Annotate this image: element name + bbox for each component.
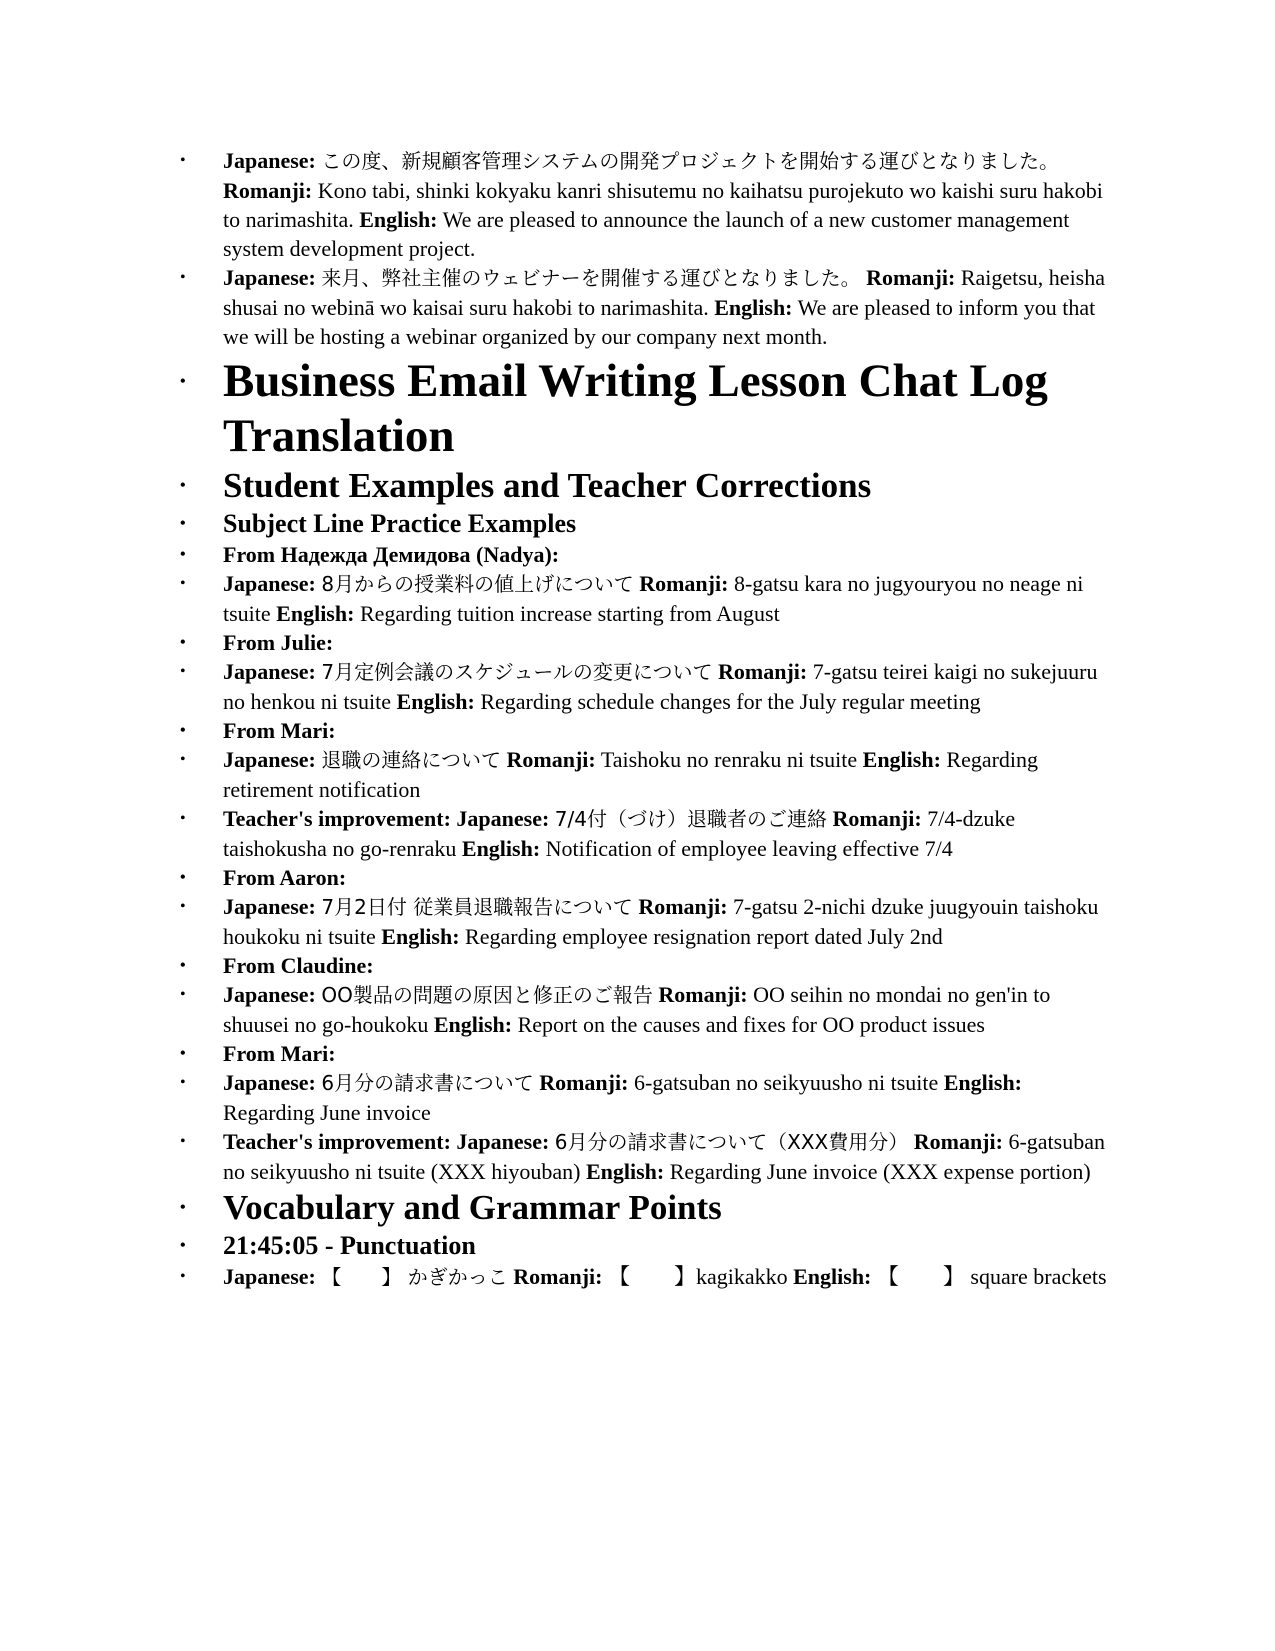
english-text: We are pleased to inform you that we will be hosting a webinar organized by our company next month. — [223, 295, 1096, 349]
romanji-text: Taishoku no renraku ni tsuite — [600, 747, 858, 772]
subheading-subject-lines: • Subject Line Practice Examples — [180, 508, 1110, 540]
romanji-text: 7-gatsu 2-nichi dzuke juugyouin taishoku houkoku ni tsuite — [223, 894, 1099, 949]
japanese-text: 来月、弊社主催のウェビナーを開催する運びとなりました。 — [321, 266, 861, 290]
list-item — [180, 892, 1110, 951]
romanji-label: Romanji: — [506, 747, 596, 772]
teacher-japanese-label: Teacher's improvement: Japanese: — [223, 1129, 550, 1154]
romanji-text: 8-gatsu kara no jugyouryou no neage ni tsuite — [223, 571, 1084, 626]
list-item — [180, 657, 1110, 716]
subheading-punctuation: • 21:45:05 - Punctuation — [180, 1230, 1110, 1262]
document-page — [180, 146, 1110, 1292]
japanese-text: 退職の連絡について — [321, 748, 501, 772]
document-title: • Business Email Writing Lesson Chat Log Translation — [180, 354, 1110, 464]
japanese-label: Japanese: — [223, 982, 316, 1007]
japanese-text: 7/4付（づけ）退職者のご連絡 — [554, 807, 827, 831]
english-text: Notification of employee leaving effective 7/4 — [545, 836, 953, 861]
romanji-label: Romanji: — [866, 265, 956, 290]
japanese-label: Japanese: — [223, 894, 316, 919]
english-text: We are pleased to announce the launch of a new customer management system development project. — [223, 207, 1070, 261]
english-text: Regarding employee resignation report dated July 2nd — [465, 924, 943, 949]
romanji-text: OO seihin no mondai no gen'in to shuusei no go-houkoku — [223, 982, 1051, 1037]
japanese-label: Japanese: — [223, 265, 316, 290]
english-label: English: — [396, 689, 475, 714]
list-item — [180, 146, 1110, 263]
romanji-label: Romanji: — [658, 982, 748, 1007]
english-text: Regarding tuition increase starting from August — [359, 601, 780, 626]
romanji-label: Romanji: — [718, 659, 808, 684]
teacher-japanese-label: Teacher's improvement: Japanese: — [223, 806, 550, 831]
romanji-label: Romanji: — [832, 806, 922, 831]
romanji-label: Romanji: — [223, 178, 313, 203]
japanese-text: 7月2日付 従業員退職報告について — [321, 895, 633, 919]
japanese-label: Japanese: — [223, 747, 316, 772]
list-item-teacher — [180, 804, 1110, 863]
japanese-text: 【 】 かぎかっこ — [321, 1265, 508, 1289]
romanji-label: Romanji: — [513, 1264, 603, 1289]
japanese-text: 6月分の請求書について（XXX費用分） — [554, 1130, 909, 1154]
document-list — [180, 146, 1110, 1292]
japanese-label: Japanese: — [223, 148, 316, 173]
japanese-text: この度、新規顧客管理システムの開発プロジェクトを開始する運びとなりました。 — [321, 149, 1059, 173]
english-text: Regarding June invoice — [223, 1100, 431, 1125]
english-text: Regarding retirement notification — [223, 747, 1039, 802]
english-label: English: — [943, 1070, 1023, 1095]
english-text: 【 】 square brackets — [876, 1264, 1107, 1289]
english-label: English: — [276, 601, 355, 626]
romanji-text: Kono tabi, shinki kokyaku kanri shisutemu no kaihatsu purojekuto wo kaishi suru hakobi to narimashita. — [223, 178, 1103, 232]
english-label: English: — [461, 836, 541, 861]
japanese-label: Japanese: — [223, 1070, 316, 1095]
romanji-text: 【 】kagikakko — [607, 1264, 788, 1289]
romanji-text: 6-gatsuban no seikyuusho ni tsuite (XXX hiyouban) — [223, 1129, 1105, 1184]
from-label-mari-2: • From Mari: — [180, 1039, 1110, 1068]
romanji-text: Raigetsu, heisha shusai no webinā wo kaisai suru hakobi to narimashita. — [223, 265, 1106, 320]
japanese-text: 6月分の請求書について — [321, 1071, 534, 1095]
list-item — [180, 745, 1110, 804]
list-item — [180, 263, 1110, 351]
english-label: English: — [862, 747, 941, 772]
romanji-text: 7/4-dzuke taishokusha no go-renraku — [223, 806, 1016, 861]
section-heading-vocabulary: • Vocabulary and Grammar Points — [180, 1186, 1110, 1230]
romanji-text: 6-gatsuban no seikyuusho ni tsuite — [633, 1070, 939, 1095]
english-label: English: — [433, 1012, 513, 1037]
romanji-label: Romanji: — [638, 894, 728, 919]
from-label-mari: • From Mari: — [180, 716, 1110, 745]
english-label: English: — [793, 1264, 872, 1289]
english-label: English: — [714, 295, 793, 320]
list-item — [180, 1068, 1110, 1127]
from-label-aaron: • From Aaron: — [180, 863, 1110, 892]
romanji-label: Romanji: — [539, 1070, 629, 1095]
from-label-julie: • From Julie: — [180, 628, 1110, 657]
japanese-label: Japanese: — [223, 571, 316, 596]
japanese-text: OO製品の問題の原因と修正のご報告 — [321, 983, 653, 1007]
romanji-label: Romanji: — [639, 571, 729, 596]
romanji-text: 7-gatsu teirei kaigi no sukejuuru no henkou ni tsuite — [223, 659, 1098, 714]
list-item-teacher — [180, 1127, 1110, 1186]
japanese-label: Japanese: — [223, 659, 316, 684]
from-label-nadya: • From Надежда Демидова (Nadya): — [180, 540, 1110, 569]
list-item — [180, 569, 1110, 628]
japanese-text: 8月からの授業料の値上げについて — [321, 572, 634, 596]
english-text: Report on the causes and fixes for OO product issues — [517, 1012, 985, 1037]
english-label: English: — [381, 924, 460, 949]
english-text: Regarding June invoice (XXX expense portion) — [669, 1159, 1091, 1184]
japanese-label: Japanese: — [223, 1264, 316, 1289]
english-label: English: — [585, 1159, 665, 1184]
romanji-label: Romanji: — [913, 1129, 1003, 1154]
english-text: Regarding schedule changes for the July regular meeting — [480, 689, 981, 714]
japanese-text: 7月定例会議のスケジュールの変更について — [321, 660, 713, 684]
list-item — [180, 1262, 1110, 1292]
list-item — [180, 980, 1110, 1039]
from-label-claudine: • From Claudine: — [180, 951, 1110, 980]
section-heading-examples: • Student Examples and Teacher Corrections — [180, 464, 1110, 508]
english-label: English: — [359, 207, 438, 232]
